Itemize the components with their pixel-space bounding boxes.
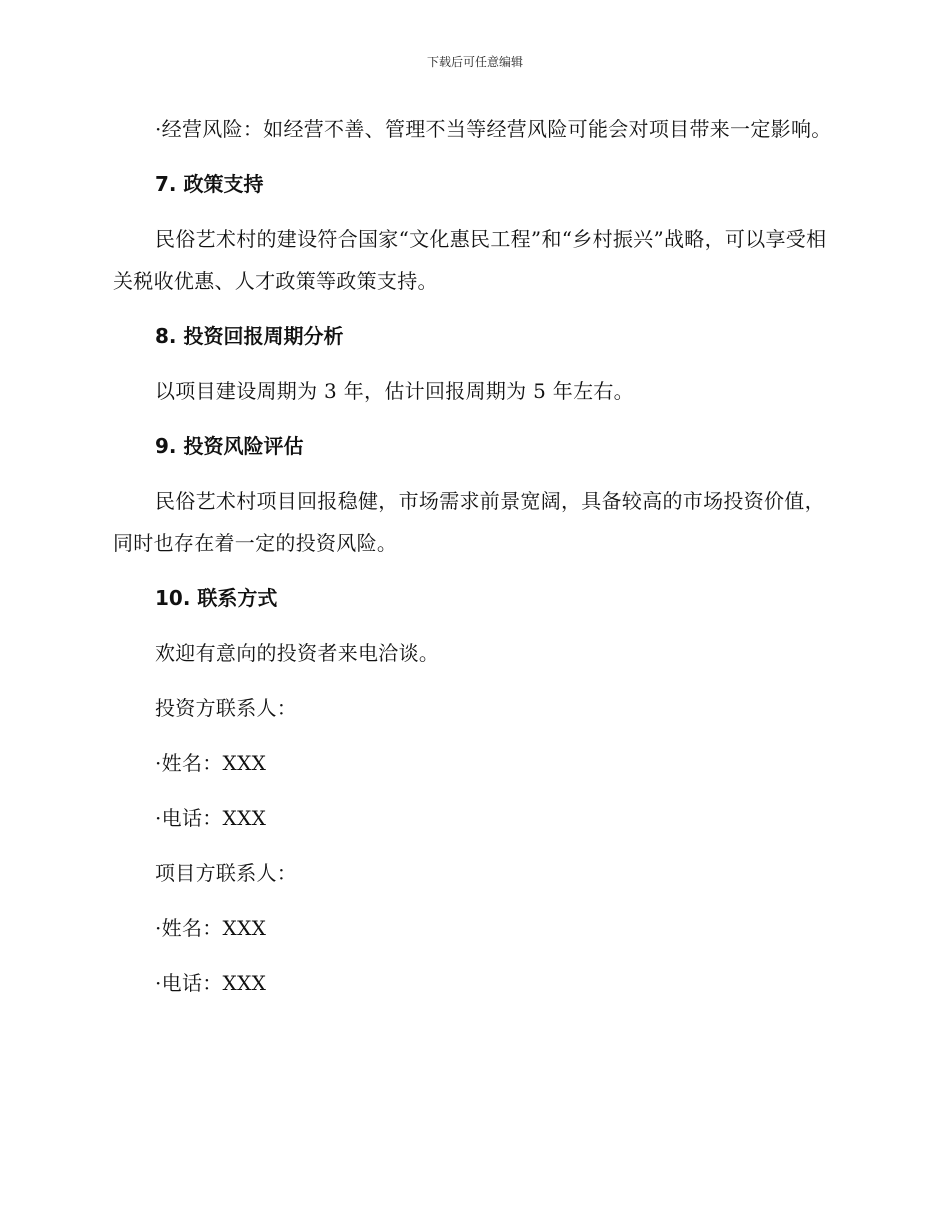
investor-name: ·姓名：XXX (155, 751, 267, 775)
section-heading-contact: 10. 联系方式 (155, 586, 278, 610)
project-name: ·姓名：XXX (155, 916, 267, 940)
investor-phone: ·电话：XXX (155, 806, 267, 830)
project-contact-label: 项目方联系人： (155, 861, 298, 885)
policy-paragraph: 民俗艺术村的建设符合国家“文化惠民工程”和“乡村振兴”战略，可以享受相关税收优惠、人才政策等政策支持。 (113, 227, 827, 293)
section-heading-payback: 8. 投资回报周期分析 (155, 324, 344, 348)
page-header: 下载后可任意编辑 (426, 55, 523, 69)
contact-intro: 欢迎有意向的投资者来电洽谈。 (155, 641, 440, 665)
risk-assessment-paragraph: 民俗艺术村项目回报稳健，市场需求前景宽阔，具备较高的市场投资价值，同时也存在着一定的投资风险。 (113, 489, 825, 555)
investor-contact-label: 投资方联系人： (155, 696, 298, 720)
payback-paragraph: 以项目建设周期为 3 年，估计回报周期为 5 年左右。 (155, 379, 634, 403)
document-body (113, 108, 833, 1004)
project-phone: ·电话：XXX (155, 971, 267, 995)
risk-item-paragraph: ·经营风险：如经营不善、管理不当等经营风险可能会对项目带来一定影响。 (155, 117, 832, 141)
section-heading-risk-assessment: 9. 投资风险评估 (155, 434, 304, 458)
section-heading-policy: 7. 政策支持 (155, 172, 264, 196)
